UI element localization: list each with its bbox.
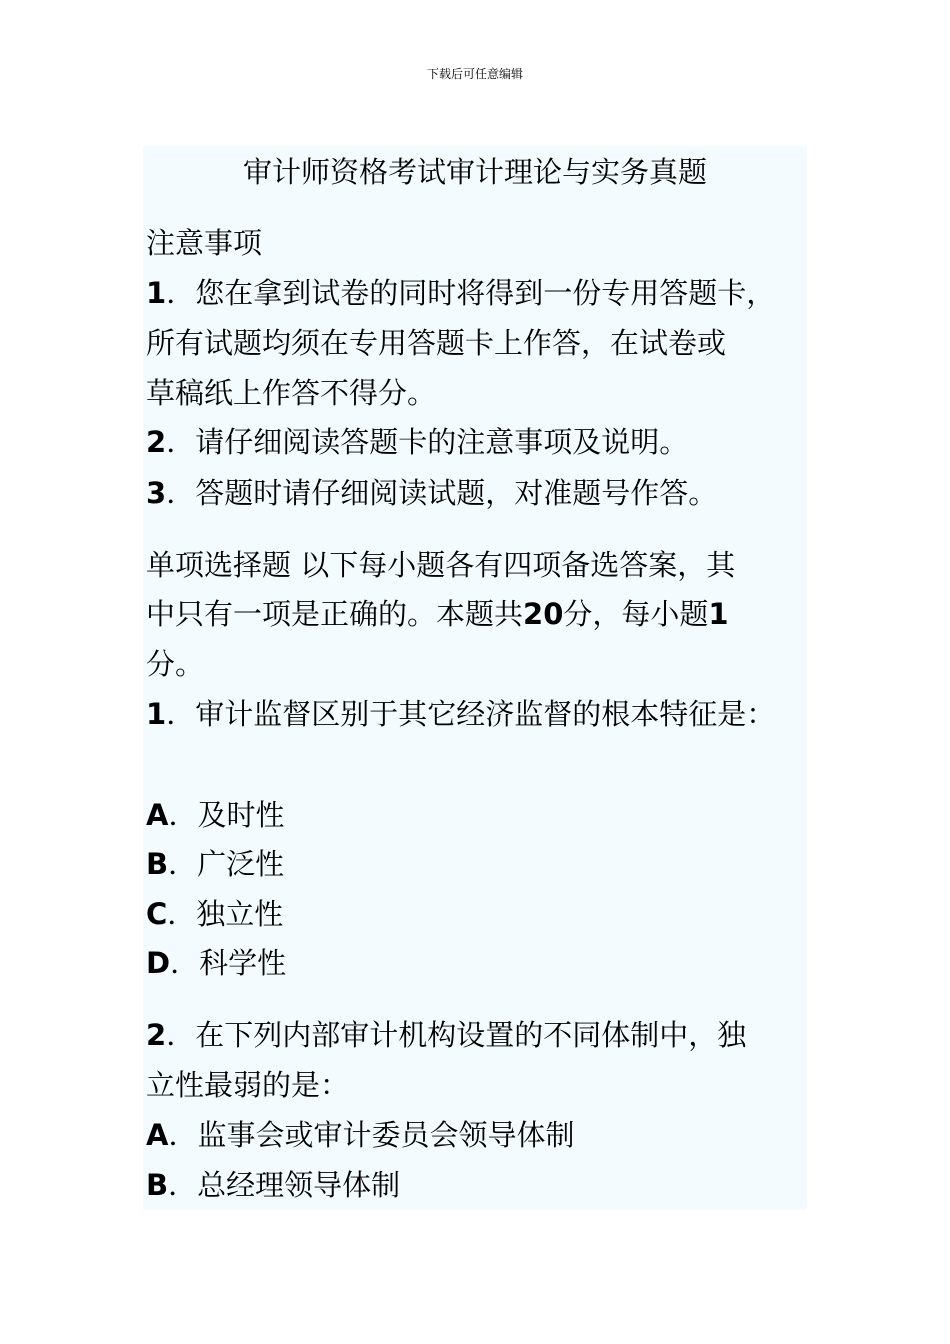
option-letter: D [146, 946, 171, 980]
option-letter: C [146, 897, 168, 931]
question-1-option-c [146, 894, 283, 934]
question-1-option-b [146, 844, 284, 884]
notice-line-5 [146, 473, 717, 513]
section-intro-line-1: 单项选择题 以下每小题各有四项备选答案，其 [146, 548, 736, 582]
question-number: 1 [146, 697, 167, 731]
option-text: ．独立性 [167, 897, 284, 931]
section-intro-line-2 [146, 594, 729, 634]
option-letter: B [146, 847, 169, 881]
notice-line-4 [146, 422, 688, 462]
option-text: ．科学性 [170, 946, 287, 980]
total-points: 20 [523, 597, 564, 631]
question-2-line-2: 立性最弱的是： [146, 1068, 350, 1102]
notice-text: ．答题时请仔细阅读试题，对准题号作答。 [166, 476, 718, 510]
section-intro-text: 中只有一项是正确的。本题共 [146, 597, 524, 631]
section-intro-text: 分，每小题 [563, 597, 709, 631]
notice-text: ．您在拿到试卷的同时将得到一份专用答题卡， [166, 276, 776, 310]
question-2-option-b [146, 1165, 400, 1205]
option-text: ．监事会或审计委员会领导体制 [168, 1118, 575, 1152]
option-letter: A [146, 1118, 169, 1152]
notice-number: 3 [146, 476, 167, 510]
section-intro-line-3: 分。 [146, 647, 205, 681]
header-note: 下载后可任意编辑 [426, 67, 523, 81]
question-text: ．在下列内部审计机构设置的不同体制中，独 [166, 1018, 747, 1052]
option-text: ．广泛性 [168, 847, 285, 881]
option-letter: B [146, 1168, 169, 1202]
question-text: ．审计监督区别于其它经济监督的根本特征是： [166, 697, 776, 731]
question-2-line-1 [146, 1015, 746, 1055]
notice-text: ．请仔细阅读答题卡的注意事项及说明。 [166, 425, 689, 459]
option-letter: A [146, 798, 169, 832]
notice-heading: 注意事项 [146, 226, 263, 260]
question-1-option-d [146, 943, 286, 983]
option-text: ．及时性 [168, 798, 285, 832]
notice-number: 1 [146, 276, 167, 310]
question-2-option-a [146, 1115, 574, 1155]
document-title: 审计师资格考试审计理论与实务真题 [242, 155, 707, 189]
question-number: 2 [146, 1018, 167, 1052]
notice-line-3: 草稿纸上作答不得分。 [146, 376, 437, 410]
option-text: ．总经理领导体制 [168, 1168, 401, 1202]
notice-number: 2 [146, 425, 167, 459]
question-1-option-a [146, 795, 284, 835]
points-each: 1 [708, 597, 729, 631]
question-1 [146, 694, 775, 734]
notice-line-1 [146, 273, 775, 313]
notice-line-2: 所有试题均须在专用答题卡上作答，在试卷或 [146, 326, 727, 360]
